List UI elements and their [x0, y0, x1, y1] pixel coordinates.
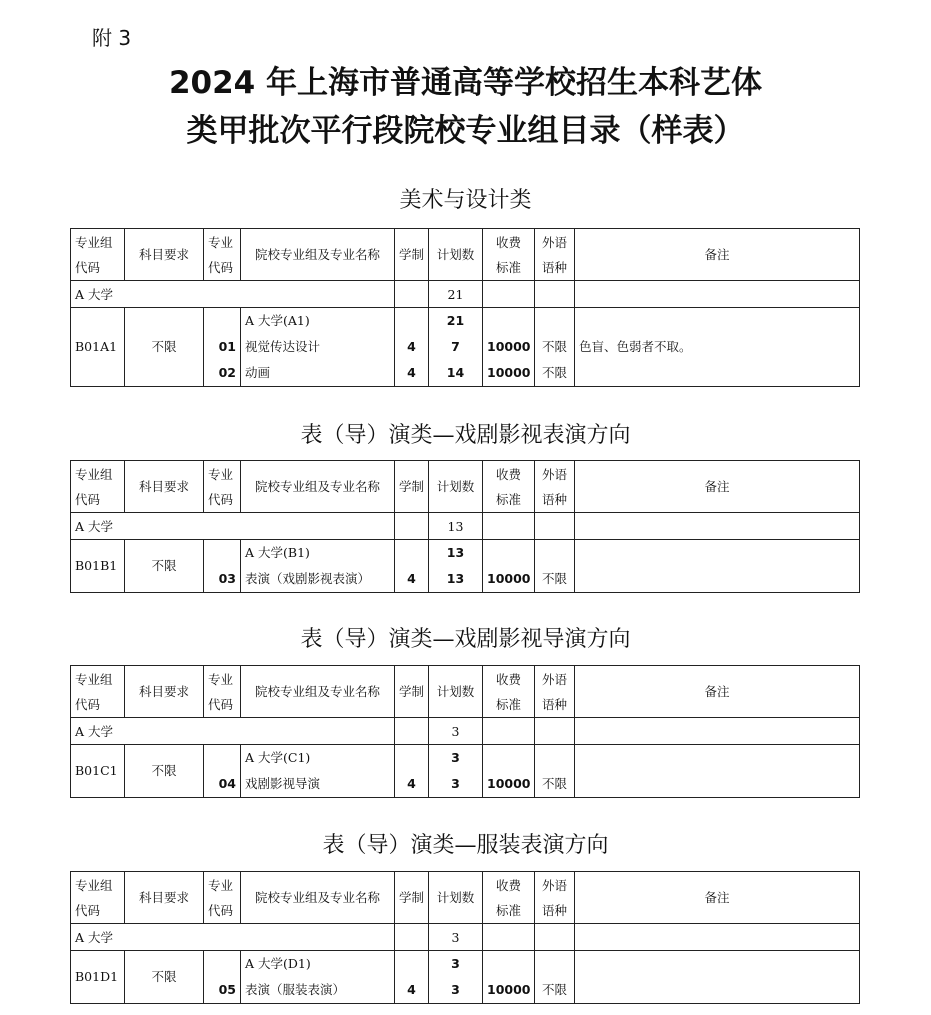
page-title-line-1: 2024 年上海市普通高等学校招生本科艺体	[168, 65, 763, 101]
name-cell	[241, 540, 395, 593]
school-plan: 3	[429, 924, 483, 951]
group-plan: 13	[446, 545, 465, 560]
school-fee-cell	[483, 513, 535, 540]
header-subject-req: 科目要求	[125, 872, 204, 924]
major-fee: 10000	[487, 339, 531, 354]
section-title: 表（导）演类—戏剧影视导演方向	[300, 627, 631, 652]
group-name: A 大学(B1)	[245, 545, 310, 560]
major-code-cell	[204, 951, 241, 1004]
years-cell	[395, 745, 429, 798]
major-code: 05	[218, 982, 236, 997]
school-lang-cell	[535, 281, 575, 308]
group-code-cell	[71, 540, 125, 593]
group-row	[71, 745, 860, 798]
school-fee-cell	[483, 718, 535, 745]
major-lang: 不限	[541, 365, 567, 380]
group-notes	[579, 553, 855, 579]
school-years-cell	[395, 281, 429, 308]
major-fee: 10000	[487, 776, 531, 791]
table-header-row	[71, 461, 860, 513]
group-row	[71, 308, 860, 387]
major-name: 视觉传达设计	[245, 339, 321, 354]
school-years-cell	[395, 718, 429, 745]
major-code: 02	[218, 365, 236, 380]
header-lang: 外语 语种	[535, 461, 575, 513]
major-plan: 7	[451, 339, 460, 354]
catalog-table	[70, 460, 860, 593]
group-notes	[579, 758, 855, 784]
header-notes: 备注	[575, 666, 860, 718]
major-lang: 不限	[541, 571, 567, 586]
header-fee: 收费 标准	[483, 872, 535, 924]
group-name: A 大学(C1)	[245, 750, 311, 765]
school-notes-cell	[575, 718, 860, 745]
catalog-table	[70, 228, 860, 387]
lang-cell	[535, 308, 575, 387]
header-subject-req: 科目要求	[125, 229, 204, 281]
major-fee: 10000	[487, 982, 531, 997]
header-major-code: 专业 代码	[204, 666, 241, 718]
major-lang: 不限	[541, 982, 567, 997]
major-code: 04	[218, 776, 236, 791]
group-code-cell	[71, 951, 125, 1004]
header-name: 院校专业组及专业名称	[241, 872, 395, 924]
fee-cell	[483, 951, 535, 1004]
school-notes-cell	[575, 513, 860, 540]
fee-cell	[483, 745, 535, 798]
header-plan: 计划数	[429, 666, 483, 718]
major-fee: 10000	[487, 365, 531, 380]
school-name: A 大学	[71, 281, 395, 308]
header-name: 院校专业组及专业名称	[241, 666, 395, 718]
notes-cell	[575, 308, 860, 387]
group-plan: 3	[451, 750, 460, 765]
school-row	[71, 924, 860, 951]
subject-req-cell	[125, 308, 204, 387]
major-lang: 不限	[541, 776, 567, 791]
section-title: 表（导）演类—服装表演方向	[322, 833, 609, 858]
years-cell	[395, 951, 429, 1004]
school-lang-cell	[535, 924, 575, 951]
major-name: 戏剧影视导演	[245, 776, 321, 791]
years-cell	[395, 540, 429, 593]
major-name: 动画	[245, 365, 271, 380]
header-major-code: 专业 代码	[204, 229, 241, 281]
header-subject-req: 科目要求	[125, 461, 204, 513]
table-header-row	[71, 666, 860, 718]
header-years: 学制	[395, 461, 429, 513]
header-plan: 计划数	[429, 872, 483, 924]
table-header-row	[71, 872, 860, 924]
lang-cell	[535, 745, 575, 798]
major-years: 4	[407, 339, 416, 354]
appendix-label: 附 3	[92, 26, 132, 50]
major-code-cell	[204, 745, 241, 798]
subject-requirement: 不限	[151, 969, 177, 984]
subject-requirement: 不限	[151, 763, 177, 778]
section-title: 表（导）演类—戏剧影视表演方向	[300, 423, 631, 448]
header-group-code: 专业组 代码	[71, 229, 125, 281]
header-fee: 收费 标准	[483, 666, 535, 718]
subject-req-cell	[125, 745, 204, 798]
major-code-cell	[204, 308, 241, 387]
notes-cell	[575, 540, 860, 593]
school-years-cell	[395, 924, 429, 951]
major-plan: 14	[446, 365, 465, 380]
header-lang: 外语 语种	[535, 666, 575, 718]
header-group-code: 专业组 代码	[71, 666, 125, 718]
group-row	[71, 540, 860, 593]
group-row	[71, 951, 860, 1004]
school-fee-cell	[483, 924, 535, 951]
major-plan: 3	[451, 982, 460, 997]
school-years-cell	[395, 513, 429, 540]
major-plan: 3	[451, 776, 460, 791]
header-major-code: 专业 代码	[204, 872, 241, 924]
group-plan: 3	[451, 956, 460, 971]
school-plan: 13	[429, 513, 483, 540]
school-notes-cell	[575, 924, 860, 951]
years-cell	[395, 308, 429, 387]
header-fee: 收费 标准	[483, 229, 535, 281]
header-major-code: 专业 代码	[204, 461, 241, 513]
major-years: 4	[407, 776, 416, 791]
header-group-code: 专业组 代码	[71, 872, 125, 924]
major-years: 4	[407, 365, 416, 380]
table-header-row	[71, 229, 860, 281]
major-name: 表演（戏剧影视表演）	[245, 571, 371, 586]
catalog-table	[70, 871, 860, 1004]
name-cell	[241, 745, 395, 798]
header-years: 学制	[395, 872, 429, 924]
school-row	[71, 718, 860, 745]
school-plan: 3	[429, 718, 483, 745]
school-name: A 大学	[71, 924, 395, 951]
major-years: 4	[407, 982, 416, 997]
plan-cell	[429, 951, 483, 1004]
group-name: A 大学(D1)	[245, 956, 311, 971]
header-fee: 收费 标准	[483, 461, 535, 513]
group-notes	[579, 964, 855, 990]
lang-cell	[535, 540, 575, 593]
major-name: 表演（服装表演）	[245, 982, 346, 997]
subject-req-cell	[125, 951, 204, 1004]
major-code: 03	[218, 571, 236, 586]
school-fee-cell	[483, 281, 535, 308]
group-notes: 色盲、色弱者不取。	[579, 339, 692, 354]
header-lang: 外语 语种	[535, 229, 575, 281]
header-plan: 计划数	[429, 461, 483, 513]
major-plan: 13	[446, 571, 465, 586]
catalog-table	[70, 665, 860, 798]
group-code: B01C1	[75, 763, 118, 778]
fee-cell	[483, 308, 535, 387]
major-code: 01	[218, 339, 236, 354]
plan-cell	[429, 745, 483, 798]
notes-cell	[575, 745, 860, 798]
group-name: A 大学(A1)	[245, 313, 310, 328]
major-years: 4	[407, 571, 416, 586]
name-cell	[241, 951, 395, 1004]
fee-cell	[483, 540, 535, 593]
header-group-code: 专业组 代码	[71, 461, 125, 513]
school-row	[71, 281, 860, 308]
school-lang-cell	[535, 718, 575, 745]
lang-cell	[535, 951, 575, 1004]
group-code: B01A1	[75, 339, 118, 354]
school-lang-cell	[535, 513, 575, 540]
group-code-cell	[71, 308, 125, 387]
group-plan: 21	[446, 313, 465, 328]
major-code-cell	[204, 540, 241, 593]
major-lang: 不限	[541, 339, 567, 354]
subject-requirement: 不限	[151, 339, 177, 354]
group-code: B01D1	[75, 969, 119, 984]
notes-cell	[575, 951, 860, 1004]
group-code: B01B1	[75, 558, 118, 573]
group-code-cell	[71, 745, 125, 798]
name-cell	[241, 308, 395, 387]
subject-req-cell	[125, 540, 204, 593]
subject-requirement: 不限	[151, 558, 177, 573]
header-years: 学制	[395, 666, 429, 718]
school-row	[71, 513, 860, 540]
header-years: 学制	[395, 229, 429, 281]
plan-cell	[429, 308, 483, 387]
major-fee: 10000	[487, 571, 531, 586]
page-title-line-2: 类甲批次平行段院校专业组目录（样表）	[186, 113, 745, 149]
school-name: A 大学	[71, 513, 395, 540]
school-plan: 21	[429, 281, 483, 308]
header-name: 院校专业组及专业名称	[241, 461, 395, 513]
header-notes: 备注	[575, 229, 860, 281]
school-notes-cell	[575, 281, 860, 308]
header-notes: 备注	[575, 872, 860, 924]
school-name: A 大学	[71, 718, 395, 745]
header-plan: 计划数	[429, 229, 483, 281]
header-name: 院校专业组及专业名称	[241, 229, 395, 281]
plan-cell	[429, 540, 483, 593]
header-lang: 外语 语种	[535, 872, 575, 924]
header-notes: 备注	[575, 461, 860, 513]
header-subject-req: 科目要求	[125, 666, 204, 718]
section-title: 美术与设计类	[399, 188, 532, 213]
